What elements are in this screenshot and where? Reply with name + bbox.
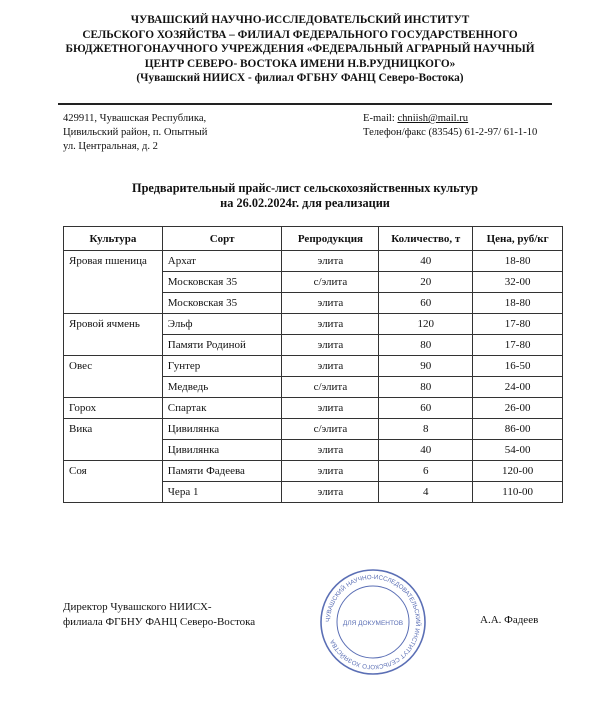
signer-position-line-2: филиала ФГБНУ ФАНЦ Северо-Востока	[63, 615, 256, 628]
signer-position-line-1: Директор Чувашского НИИСХ-	[63, 601, 212, 613]
stamp-center-text: ДЛЯ ДОКУМЕНТОВ	[342, 620, 404, 627]
sort-cell: Чера 1	[162, 482, 282, 503]
address-line: ул. Центральная, д. 2	[63, 141, 158, 152]
stamp-ring-path: ЧУВАШСКИЙ НАУЧНО-ИССЛЕДОВАТЕЛЬСКИЙ ИНСТИТУТ СЕЛЬСКОГО ХОЗЯЙСТВА	[324, 573, 422, 671]
table-row	[64, 314, 563, 335]
institution-header	[40, 13, 560, 86]
price-cell: 18-80	[473, 251, 563, 272]
quantity-cell: 8	[379, 419, 473, 440]
email-label: E-mail:	[363, 113, 395, 124]
price-cell: 17-80	[473, 314, 563, 335]
header-price: Цена, руб/кг	[473, 227, 563, 251]
quantity-cell: 90	[379, 356, 473, 377]
title-line-1: Предварительный прайс-лист сельскохозяйственных культур	[132, 181, 478, 195]
table-row	[64, 251, 563, 272]
sort-cell: Памяти Фадеева	[162, 461, 282, 482]
header-reproduction: Репродукция	[282, 227, 379, 251]
table-row	[64, 356, 563, 377]
crop-cell: Яровая пшеница	[64, 251, 163, 314]
header-line: ЦЕНТР СЕВЕРО- ВОСТОКА ИМЕНИ Н.В.РУДНИЦКОГО»	[144, 57, 456, 70]
header-sort: Сорт	[162, 227, 282, 251]
sort-cell: Эльф	[162, 314, 282, 335]
sort-cell: Гунтер	[162, 356, 282, 377]
reproduction-cell: элита	[282, 293, 379, 314]
crop-cell: Вика	[64, 419, 163, 461]
quantity-cell: 6	[379, 461, 473, 482]
header-crop: Культура	[64, 227, 163, 251]
price-cell: 24-00	[473, 377, 563, 398]
reproduction-cell: с/элита	[282, 272, 379, 293]
reproduction-cell: с/элита	[282, 419, 379, 440]
sort-cell: Цивилянка	[162, 440, 282, 461]
address-line: Цивильский район, п. Опытный	[63, 127, 208, 138]
price-cell: 86-00	[473, 419, 563, 440]
sort-cell: Цивилянка	[162, 419, 282, 440]
quantity-cell: 80	[379, 377, 473, 398]
sort-cell: Спартак	[162, 398, 282, 419]
price-cell: 16-50	[473, 356, 563, 377]
price-cell: 54-00	[473, 440, 563, 461]
reproduction-cell: элита	[282, 314, 379, 335]
price-cell: 18-80	[473, 293, 563, 314]
crop-cell: Горох	[64, 398, 163, 419]
sort-cell: Московская 35	[162, 272, 282, 293]
price-cell: 32-00	[473, 272, 563, 293]
price-table	[63, 226, 563, 503]
price-cell: 17-80	[473, 335, 563, 356]
sort-cell: Московская 35	[162, 293, 282, 314]
quantity-cell: 60	[379, 293, 473, 314]
official-stamp	[318, 567, 428, 677]
title-line-2: на 26.02.2024г. для реализации	[220, 196, 390, 210]
quantity-cell: 20	[379, 272, 473, 293]
reproduction-cell: элита	[282, 251, 379, 272]
address-line: 429911, Чувашская Республика,	[63, 113, 207, 124]
table-row	[64, 461, 563, 482]
table-row	[64, 419, 563, 440]
phone-line: Телефон/факс (83545) 61-2-97/ 61-1-10	[363, 127, 538, 138]
reproduction-cell: элита	[282, 461, 379, 482]
sort-cell: Медведь	[162, 377, 282, 398]
quantity-cell: 4	[379, 482, 473, 503]
reproduction-cell: элита	[282, 398, 379, 419]
header-line: БЮДЖЕТНОГОНАУЧНОГО УЧРЕЖДЕНИЯ «ФЕДЕРАЛЬНЫЙ АГРАРНЫЙ НАУЧНЫЙ	[65, 43, 535, 55]
quantity-cell: 60	[379, 398, 473, 419]
crop-cell: Яровой ячмень	[64, 314, 163, 356]
crop-cell: Соя	[64, 461, 163, 503]
header-line: ЧУВАШСКИЙ НАУЧНО-ИССЛЕДОВАТЕЛЬСКИЙ ИНСТИТУТ	[130, 14, 470, 26]
signer-name: А.А. Фадеев	[480, 614, 539, 626]
price-cell: 26-00	[473, 398, 563, 419]
crop-cell: Овес	[64, 356, 163, 398]
header-quantity: Количество, т	[379, 227, 473, 251]
table-header-row	[64, 227, 563, 251]
reproduction-cell: элита	[282, 440, 379, 461]
price-cell: 120-00	[473, 461, 563, 482]
header-divider	[58, 103, 552, 105]
reproduction-cell: с/элита	[282, 377, 379, 398]
signature-block	[63, 600, 255, 629]
email-line	[363, 112, 593, 126]
table-body	[64, 251, 563, 503]
header-line: СЕЛЬСКОГО ХОЗЯЙСТВА – ФИЛИАЛ ФЕДЕРАЛЬНОГО ГОСУДАРСТВЕННОГО	[82, 28, 518, 41]
sort-cell: Архат	[162, 251, 282, 272]
quantity-cell: 80	[379, 335, 473, 356]
reproduction-cell: элита	[282, 356, 379, 377]
header-line: (Чувашский НИИСХ - филиал ФГБНУ ФАНЦ Северо-Востока)	[136, 72, 464, 84]
quantity-cell: 40	[379, 251, 473, 272]
reproduction-cell: элита	[282, 335, 379, 356]
email-link[interactable]: chniish@mail.ru	[397, 113, 469, 124]
quantity-cell: 120	[379, 314, 473, 335]
document-title	[60, 181, 550, 211]
reproduction-cell: элита	[282, 482, 379, 503]
contact-info	[363, 112, 593, 140]
quantity-cell: 40	[379, 440, 473, 461]
table-row	[64, 398, 563, 419]
postal-address	[63, 112, 313, 154]
sort-cell: Памяти Родиной	[162, 335, 282, 356]
price-cell: 110-00	[473, 482, 563, 503]
